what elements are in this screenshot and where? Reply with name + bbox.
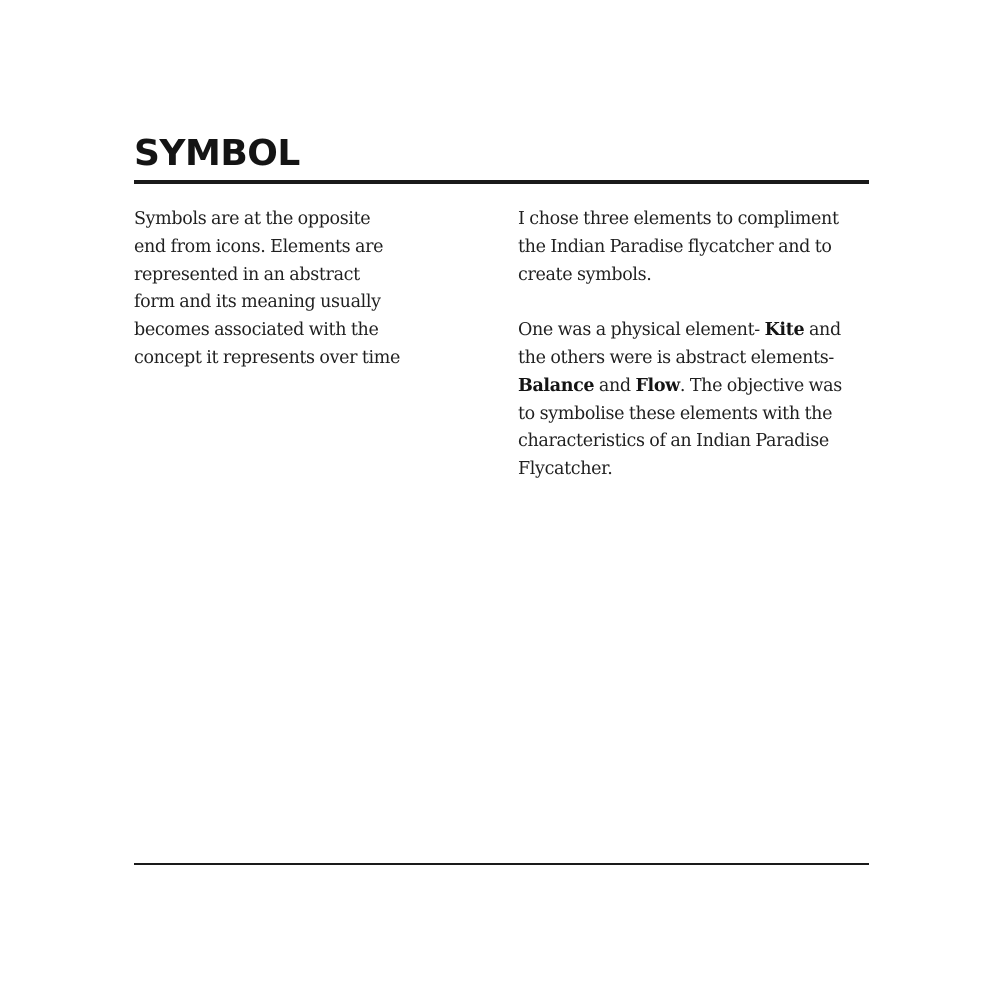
- title-divider: [134, 180, 869, 184]
- right-p1-line-2: the Indian Paradise flycatcher and to: [518, 236, 832, 257]
- right-column: [518, 206, 878, 484]
- right-p2-line-3-suffix: . The objective was: [679, 375, 842, 396]
- right-p2-line-1-prefix: One was a physical element-: [518, 320, 765, 341]
- and-word: and: [594, 375, 636, 396]
- left-line-3: represented in an abstract: [134, 264, 360, 285]
- page-title: SYMBOL: [134, 133, 300, 174]
- right-p2-line-1: [518, 317, 878, 345]
- flow-term: Flow: [635, 375, 680, 396]
- right-p2-line-4: to symbolise these elements with the: [518, 403, 833, 424]
- left-line-6: concept it represents over time: [134, 347, 401, 368]
- left-column: [134, 206, 434, 373]
- right-paragraph-1: [518, 206, 878, 289]
- right-p2-line-5: characteristics of an Indian Paradise: [518, 431, 829, 452]
- kite-term: Kite: [764, 320, 805, 341]
- right-p2-line-6: Flycatcher.: [518, 459, 613, 480]
- right-p2-line-3: [518, 373, 878, 401]
- right-p2-line-1-suffix: and: [804, 320, 841, 341]
- left-line-4: form and its meaning usually: [134, 292, 381, 313]
- right-p2-line-2: the others were is abstract elements-: [518, 347, 834, 368]
- right-paragraph-2: [518, 317, 878, 484]
- left-line-1: Symbols are at the opposite: [134, 209, 371, 229]
- footer-divider: [134, 863, 869, 865]
- left-line-2: end from icons. Elements are: [134, 236, 384, 257]
- balance-term: Balance: [518, 375, 595, 396]
- right-p1-line-3: create symbols.: [518, 264, 652, 285]
- left-line-5: becomes associated with the: [134, 320, 379, 341]
- left-paragraph: [134, 206, 434, 373]
- right-p1-line-1: I chose three elements to compliment: [518, 209, 839, 229]
